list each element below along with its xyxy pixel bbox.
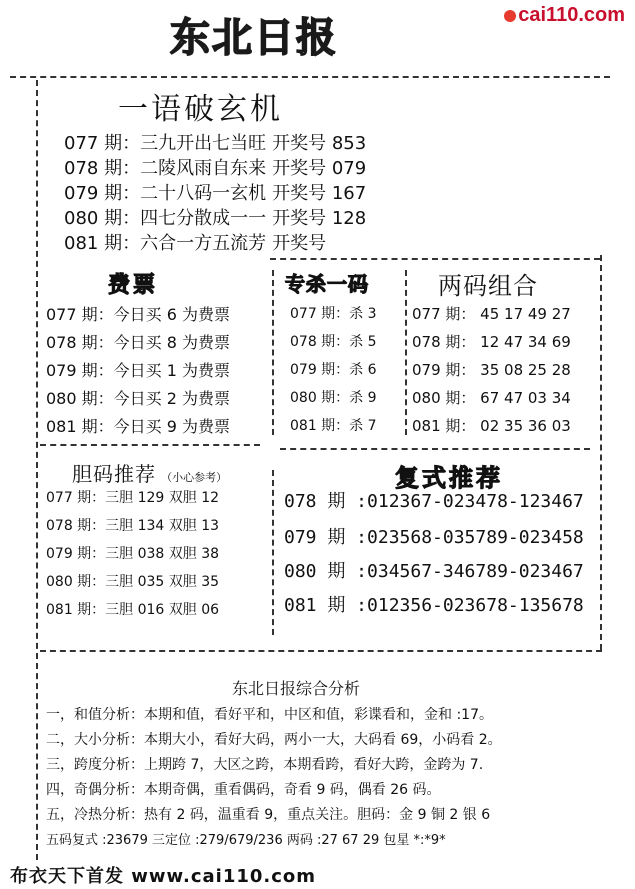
site-logo-text: cai110.com bbox=[518, 4, 625, 26]
danma-row: 081 期：三胆 016 双胆 06 bbox=[46, 602, 220, 618]
masthead-title: 东北日报 bbox=[170, 14, 338, 61]
analysis-line: 三，跨度分析：上期跨 7，大区之跨，本期看跨，看好大跨，金跨为 7. bbox=[46, 757, 484, 773]
zhuansha-row: 081 期：杀 7 bbox=[290, 418, 377, 434]
fushi-row: 081 期 :012356-023678-135678 bbox=[284, 595, 584, 616]
zhuansha-row: 078 期：杀 5 bbox=[290, 334, 377, 350]
fushi-row: 080 期 :034567-346789-023467 bbox=[284, 561, 584, 582]
yiyu-row: 079 期：二十八码一玄机 开奖号 167 bbox=[64, 183, 367, 204]
feipiao-row: 077 期：今日买 6 为费票 bbox=[46, 305, 230, 324]
feipiao-title: 费票 bbox=[108, 272, 159, 298]
analysis-line: 四，奇偶分析：本期奇偶，重看偶码，奇看 9 码，偶看 26 码。 bbox=[46, 782, 441, 798]
danma-header bbox=[72, 458, 227, 487]
feipiao-row: 079 期：今日买 1 为费票 bbox=[46, 361, 230, 380]
danma-row: 078 期：三胆 134 双胆 13 bbox=[46, 518, 220, 534]
fushi-row: 079 期 :023568-035789-023458 bbox=[284, 527, 584, 548]
feipiao-row: 080 期：今日买 2 为费票 bbox=[46, 389, 230, 408]
frame-right-border bbox=[600, 255, 602, 650]
liangma-row: 080 期： 67 47 03 34 bbox=[412, 389, 571, 407]
divider-above-danma bbox=[40, 444, 260, 446]
divider-danma-fushi bbox=[272, 470, 274, 635]
liangma-title: 两码组合 bbox=[438, 272, 538, 300]
yiyu-row: 077 期：三九开出七当旺 开奖号 853 bbox=[64, 133, 367, 154]
zhuansha-row: 079 期：杀 6 bbox=[290, 362, 377, 378]
danma-title: 胆码推荐 bbox=[72, 462, 156, 486]
analysis-line: 五码复式 :23679 三定位 :279/679/236 两码 :27 67 29 包星 *:*9* bbox=[46, 833, 446, 848]
logo-dot-icon bbox=[504, 10, 516, 22]
yiyu-title: 一语破玄机 bbox=[118, 92, 283, 127]
feipiao-row: 081 期：今日买 9 为费票 bbox=[46, 417, 230, 436]
divider-above-analysis bbox=[40, 650, 602, 652]
footer-text: 布衣天下首发 www.cai110.com bbox=[10, 866, 317, 887]
divider-feipiao-zhuansha bbox=[272, 270, 274, 435]
yiyu-row: 080 期：四七分散成一一 开奖号 128 bbox=[64, 208, 367, 229]
fushi-title: 复式推荐 bbox=[395, 463, 503, 492]
frame-left-border bbox=[36, 80, 38, 860]
zhuansha-row: 077 期：杀 3 bbox=[290, 306, 377, 322]
yiyu-row: 078 期：二陵风雨自东来 开奖号 079 bbox=[64, 158, 367, 179]
fushi-row: 078 期 :012367-023478-123467 bbox=[284, 491, 584, 512]
divider-above-fushi bbox=[280, 448, 590, 450]
liangma-row: 081 期： 02 35 36 03 bbox=[412, 417, 571, 435]
zhuansha-row: 080 期：杀 9 bbox=[290, 390, 377, 406]
analysis-title: 东北日报综合分析 bbox=[232, 679, 361, 698]
analysis-line: 五，冷热分析：热有 2 码，温重看 9，重点关注。胆码：金 9 铜 2 银 6 bbox=[46, 807, 491, 823]
liangma-row: 079 期： 35 08 25 28 bbox=[412, 361, 571, 379]
danma-note: （小心参考） bbox=[161, 471, 228, 484]
zhuansha-title: 专杀一码 bbox=[285, 272, 369, 296]
feipiao-row: 078 期：今日买 8 为费票 bbox=[46, 333, 230, 352]
yiyu-row: 081 期：六合一方五流芳 开奖号 bbox=[64, 233, 327, 254]
divider-top-right bbox=[270, 258, 600, 260]
divider-zhuansha-liangma bbox=[405, 270, 407, 435]
liangma-row: 078 期： 12 47 34 69 bbox=[412, 333, 571, 351]
danma-row: 079 期：三胆 038 双胆 38 bbox=[46, 546, 220, 562]
frame-top-divider bbox=[10, 76, 610, 78]
analysis-line: 一，和值分析：本期和值，看好平和，中区和值，彩谍看和，金和 :17。 bbox=[46, 707, 493, 723]
danma-row: 077 期：三胆 129 双胆 12 bbox=[46, 490, 220, 506]
danma-row: 080 期：三胆 035 双胆 35 bbox=[46, 574, 220, 590]
analysis-line: 二，大小分析：本期大小，看好大码，两小一大，大码看 69，小码看 2。 bbox=[46, 732, 502, 748]
liangma-row: 077 期： 45 17 49 27 bbox=[412, 305, 571, 323]
site-logo[interactable] bbox=[504, 4, 625, 27]
